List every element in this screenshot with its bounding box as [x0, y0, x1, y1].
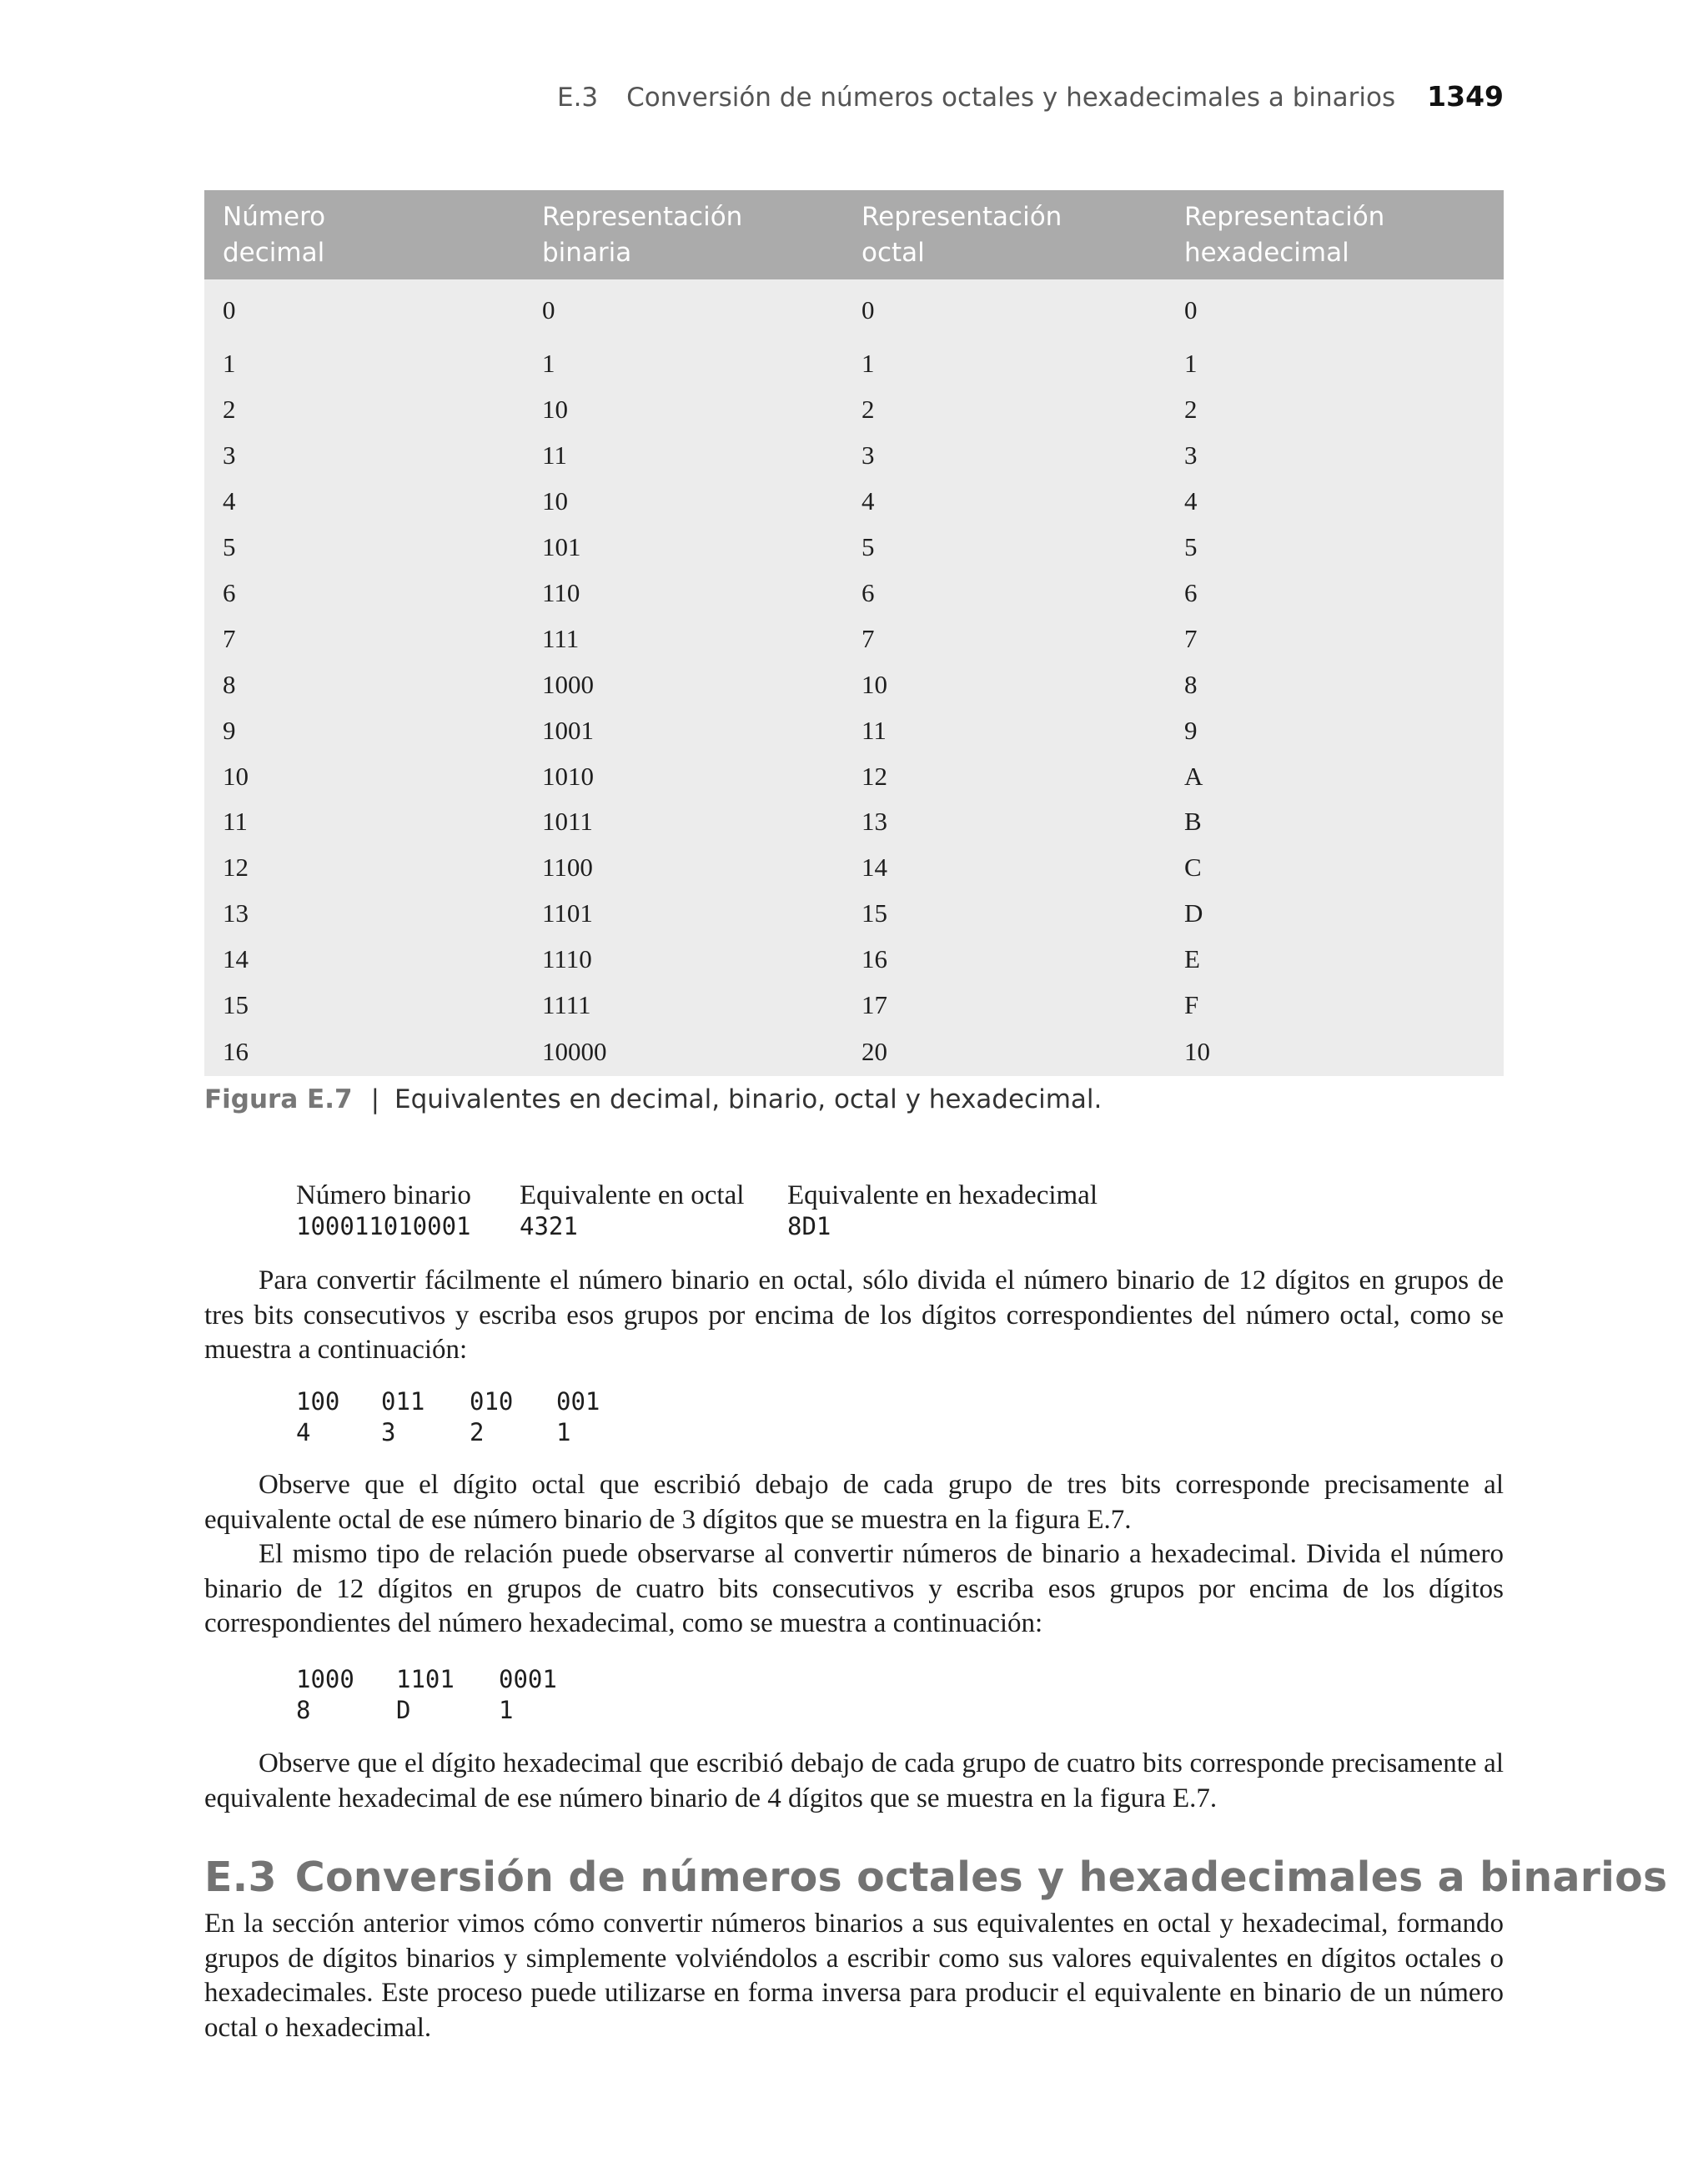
cell-hexadecimal: 9 [1184, 715, 1198, 745]
table-row [204, 478, 1504, 524]
figure-label: Figura E.7 [204, 1084, 353, 1114]
paragraph-hex-observe: Observe que el dígito hexadecimal que escribió debajo de cada grupo de cuatro bits corresponde precisamente al equivalente hexadecimal de ese número binario de 4 dígitos que se muestra en la figura E.7. [204, 1748, 1504, 1813]
cell-binary: 1100 [542, 853, 593, 883]
header-hexadecimal: Representación hexadecimal [1166, 190, 1504, 279]
cell-hexadecimal: 8 [1184, 669, 1198, 699]
cell-hexadecimal: D [1184, 898, 1203, 928]
section-heading-title: Conversión de números octales y hexadecimales a binarios [294, 1854, 1668, 1901]
section-heading-number: E.3 [204, 1854, 277, 1901]
hex-digit: D [396, 1696, 411, 1724]
table-row [204, 983, 1504, 1029]
cell-hexadecimal: 3 [1184, 440, 1198, 470]
octal-bits-row [296, 1386, 600, 1417]
cell-binary: 1001 [542, 715, 594, 745]
example-header-octal: Equivalente en octal [520, 1180, 745, 1210]
cell-octal: 13 [862, 807, 887, 837]
cell-hexadecimal: 2 [1184, 394, 1198, 424]
header-decimal: Número decimal [204, 190, 524, 279]
table-row [204, 1029, 1504, 1076]
cell-hexadecimal: F [1184, 990, 1199, 1020]
cell-hexadecimal: 1 [1184, 348, 1198, 378]
cell-octal: 2 [862, 394, 875, 424]
paragraph-octal-intro: Para convertir fácilmente el número binario en octal, sólo divida el número binario de 12 dígitos en grupos de tres bits consecutivos y escriba esos grupos por encima de los dígitos correspondientes del número octal, como se muestra a continuación: [204, 1265, 1504, 1365]
cell-decimal: 1 [223, 348, 236, 378]
octal-digit: 3 [381, 1418, 396, 1446]
table-row [204, 799, 1504, 845]
cell-hexadecimal: E [1184, 944, 1200, 974]
cell-decimal: 4 [223, 485, 236, 516]
cell-octal: 16 [862, 944, 887, 974]
octal-digits-row [296, 1417, 600, 1448]
cell-binary: 1110 [542, 944, 592, 974]
cell-decimal: 16 [223, 1037, 249, 1067]
section-heading [204, 1854, 1667, 1901]
conversion-example [296, 1179, 1098, 1240]
table-row [204, 386, 1504, 432]
cell-decimal: 13 [223, 898, 249, 928]
cell-octal: 7 [862, 623, 875, 653]
table-row [204, 937, 1504, 983]
cell-octal: 12 [862, 761, 887, 791]
table-row [204, 891, 1504, 937]
cell-binary: 110 [542, 577, 580, 607]
cell-hexadecimal: 10 [1184, 1037, 1210, 1067]
table-row [204, 570, 1504, 616]
cell-octal: 15 [862, 898, 887, 928]
cell-decimal: 8 [223, 669, 236, 699]
running-header-title: Conversión de números octales y hexadecimales a binarios [626, 83, 1396, 113]
paragraph-hex-intro: El mismo tipo de relación puede observarse al convertir números de binario a hexadecimal. Divida el número binario de 12 dígitos en grupos de cuatro bits consecutivos y escriba esos grupos por encima de los dígitos correspondientes del número hexadecimal, como se muestra a continuación: [204, 1539, 1504, 1638]
example-value-binary: 100011010001 [296, 1212, 471, 1240]
cell-hexadecimal: 4 [1184, 485, 1198, 516]
cell-binary: 1000 [542, 669, 594, 699]
example-value-row [296, 1212, 1098, 1240]
cell-binary: 101 [542, 531, 581, 561]
table-row [204, 340, 1504, 386]
cell-octal: 6 [862, 577, 875, 607]
cell-decimal: 15 [223, 990, 249, 1020]
hex-digit: 8 [296, 1696, 311, 1724]
cell-hexadecimal: 5 [1184, 531, 1198, 561]
cell-hexadecimal: 0 [1184, 294, 1198, 324]
cell-decimal: 3 [223, 440, 236, 470]
table-row [204, 707, 1504, 753]
octal-bits-group: 100 [296, 1387, 340, 1416]
cell-octal: 11 [862, 715, 887, 745]
table-header-row [204, 190, 1504, 279]
table-row [204, 845, 1504, 891]
paragraph-section-intro: En la sección anterior vimos cómo convertir números binarios a sus equivalentes en octal y hexadecimal, formando grupos de dígitos binarios y simplemente volviéndolos a escribir como sus valores equivalentes en dígitos octales o hexadecimales. Este proceso puede utilizarse en forma inversa para producir el equivalente en binario de un número octal o hexadecimal. [204, 1909, 1504, 2043]
cell-decimal: 12 [223, 853, 249, 883]
paragraph-octal-observe: Observe que el dígito octal que escribió debajo de cada grupo de tres bits corresponde precisamente al equivalente octal de ese número binario de 3 dígitos que se muestra en la figura E.7. [204, 1470, 1504, 1535]
conversion-table [204, 190, 1504, 1076]
cell-octal: 0 [862, 294, 875, 324]
cell-binary: 0 [542, 294, 555, 324]
cell-hexadecimal: 7 [1184, 623, 1198, 653]
example-value-hex: 8D1 [787, 1212, 831, 1240]
cell-binary: 10 [542, 394, 568, 424]
cell-octal: 1 [862, 348, 875, 378]
hex-digits-row [296, 1695, 557, 1726]
table-row [204, 616, 1504, 661]
hex-bits-group: 0001 [499, 1665, 557, 1693]
cell-binary: 1011 [542, 807, 593, 837]
cell-octal: 5 [862, 531, 875, 561]
octal-grouping [296, 1386, 600, 1448]
cell-binary: 1101 [542, 898, 593, 928]
cell-octal: 3 [862, 440, 875, 470]
cell-decimal: 7 [223, 623, 236, 653]
example-value-octal: 4321 [520, 1212, 578, 1240]
cell-decimal: 5 [223, 531, 236, 561]
hex-grouping [296, 1664, 557, 1726]
hex-digit: 1 [499, 1696, 514, 1724]
hex-bits-group: 1101 [396, 1665, 455, 1693]
table-row [204, 279, 1504, 340]
table-row [204, 524, 1504, 570]
table-row [204, 753, 1504, 799]
hex-bits-row [296, 1664, 557, 1695]
header-octal: Representación octal [843, 190, 1166, 279]
cell-hexadecimal: A [1184, 761, 1203, 791]
octal-bits-group: 011 [381, 1387, 425, 1416]
header-binary: Representación binaria [524, 190, 843, 279]
figure-caption-text: Equivalentes en decimal, binario, octal y hexadecimal. [394, 1084, 1103, 1114]
octal-digit: 2 [470, 1418, 485, 1446]
running-header [557, 80, 1504, 113]
cell-octal: 14 [862, 853, 887, 883]
cell-hexadecimal: B [1184, 807, 1202, 837]
cell-binary: 1111 [542, 990, 591, 1020]
octal-digit: 4 [296, 1418, 311, 1446]
table-row [204, 432, 1504, 478]
cell-decimal: 11 [223, 807, 248, 837]
cell-binary: 10 [542, 485, 568, 516]
example-header-row [296, 1179, 1098, 1212]
cell-binary: 11 [542, 440, 567, 470]
example-header-hex: Equivalente en hexadecimal [787, 1180, 1098, 1210]
cell-decimal: 10 [223, 761, 249, 791]
cell-binary: 10000 [542, 1037, 607, 1067]
cell-decimal: 14 [223, 944, 249, 974]
cell-decimal: 0 [223, 294, 236, 324]
hex-bits-group: 1000 [296, 1665, 354, 1693]
cell-hexadecimal: C [1184, 853, 1202, 883]
cell-binary: 111 [542, 623, 580, 653]
figure-caption: Figura E.7 | Equivalentes en decimal, binario, octal y hexadecimal. [204, 1084, 1103, 1114]
cell-decimal: 2 [223, 394, 236, 424]
cell-octal: 17 [862, 990, 887, 1020]
octal-bits-group: 010 [470, 1387, 514, 1416]
page-number: 1349 [1427, 80, 1504, 113]
cell-decimal: 6 [223, 577, 236, 607]
cell-decimal: 9 [223, 715, 236, 745]
octal-digit: 1 [556, 1418, 571, 1446]
cell-octal: 20 [862, 1037, 887, 1067]
example-header-binary: Número binario [296, 1180, 471, 1210]
cell-hexadecimal: 6 [1184, 577, 1198, 607]
cell-octal: 10 [862, 669, 887, 699]
table-row [204, 661, 1504, 707]
cell-binary: 1010 [542, 761, 594, 791]
running-header-section: E.3 [556, 83, 599, 113]
cell-binary: 1 [542, 348, 555, 378]
octal-bits-group: 001 [556, 1387, 600, 1416]
cell-octal: 4 [862, 485, 875, 516]
